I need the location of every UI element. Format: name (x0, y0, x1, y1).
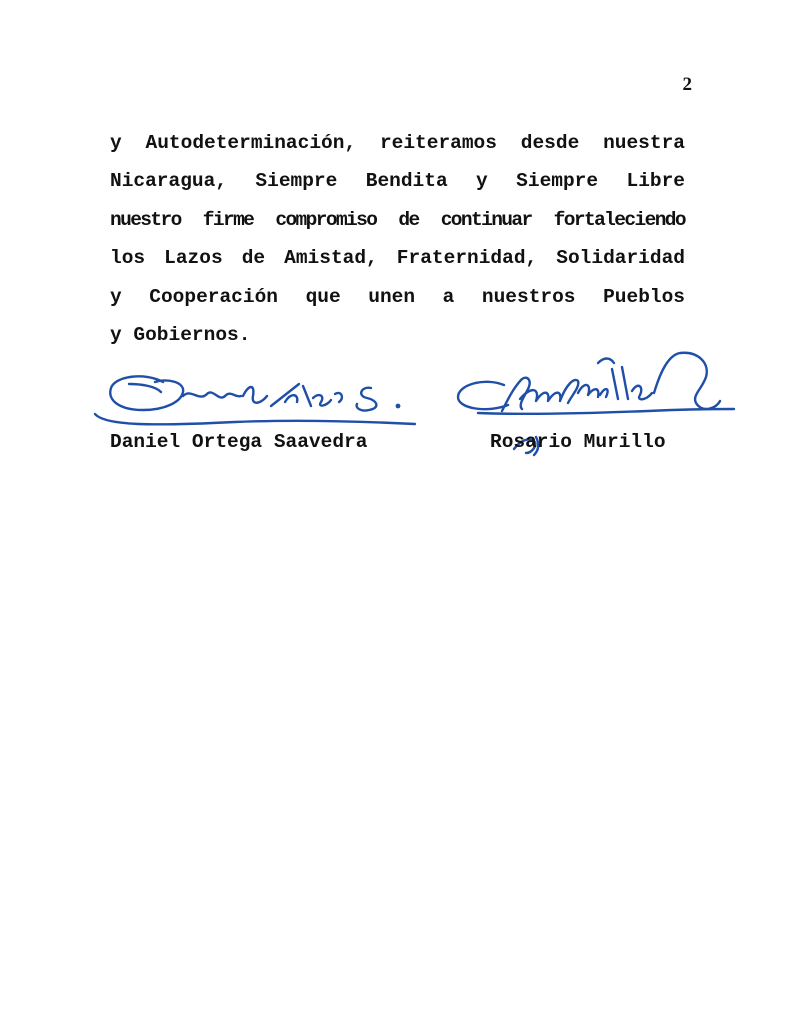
paragraph-line: los Lazos de Amistad, Fraternidad, Solidaridad (110, 247, 685, 270)
paragraph-line: Nicaragua, Siempre Bendita y Siempre Libre (110, 170, 685, 193)
signature-ortega (85, 362, 425, 437)
paragraph-line: y Autodeterminación, reiteramos desde nuestra (110, 132, 685, 154)
paragraph-line: y Cooperación que unen a nuestros Pueblos (110, 285, 685, 308)
closing-paragraph (110, 124, 685, 354)
page-number: 2 (682, 74, 692, 95)
paragraph-line: y Gobiernos. (110, 323, 251, 346)
paragraph-line: nuestro firme compromiso de continuar fortaleciendo (110, 208, 685, 231)
signatory-name-right: Rosario Murillo (490, 431, 666, 453)
signatory-name-left: Daniel Ortega Saavedra (110, 431, 368, 453)
